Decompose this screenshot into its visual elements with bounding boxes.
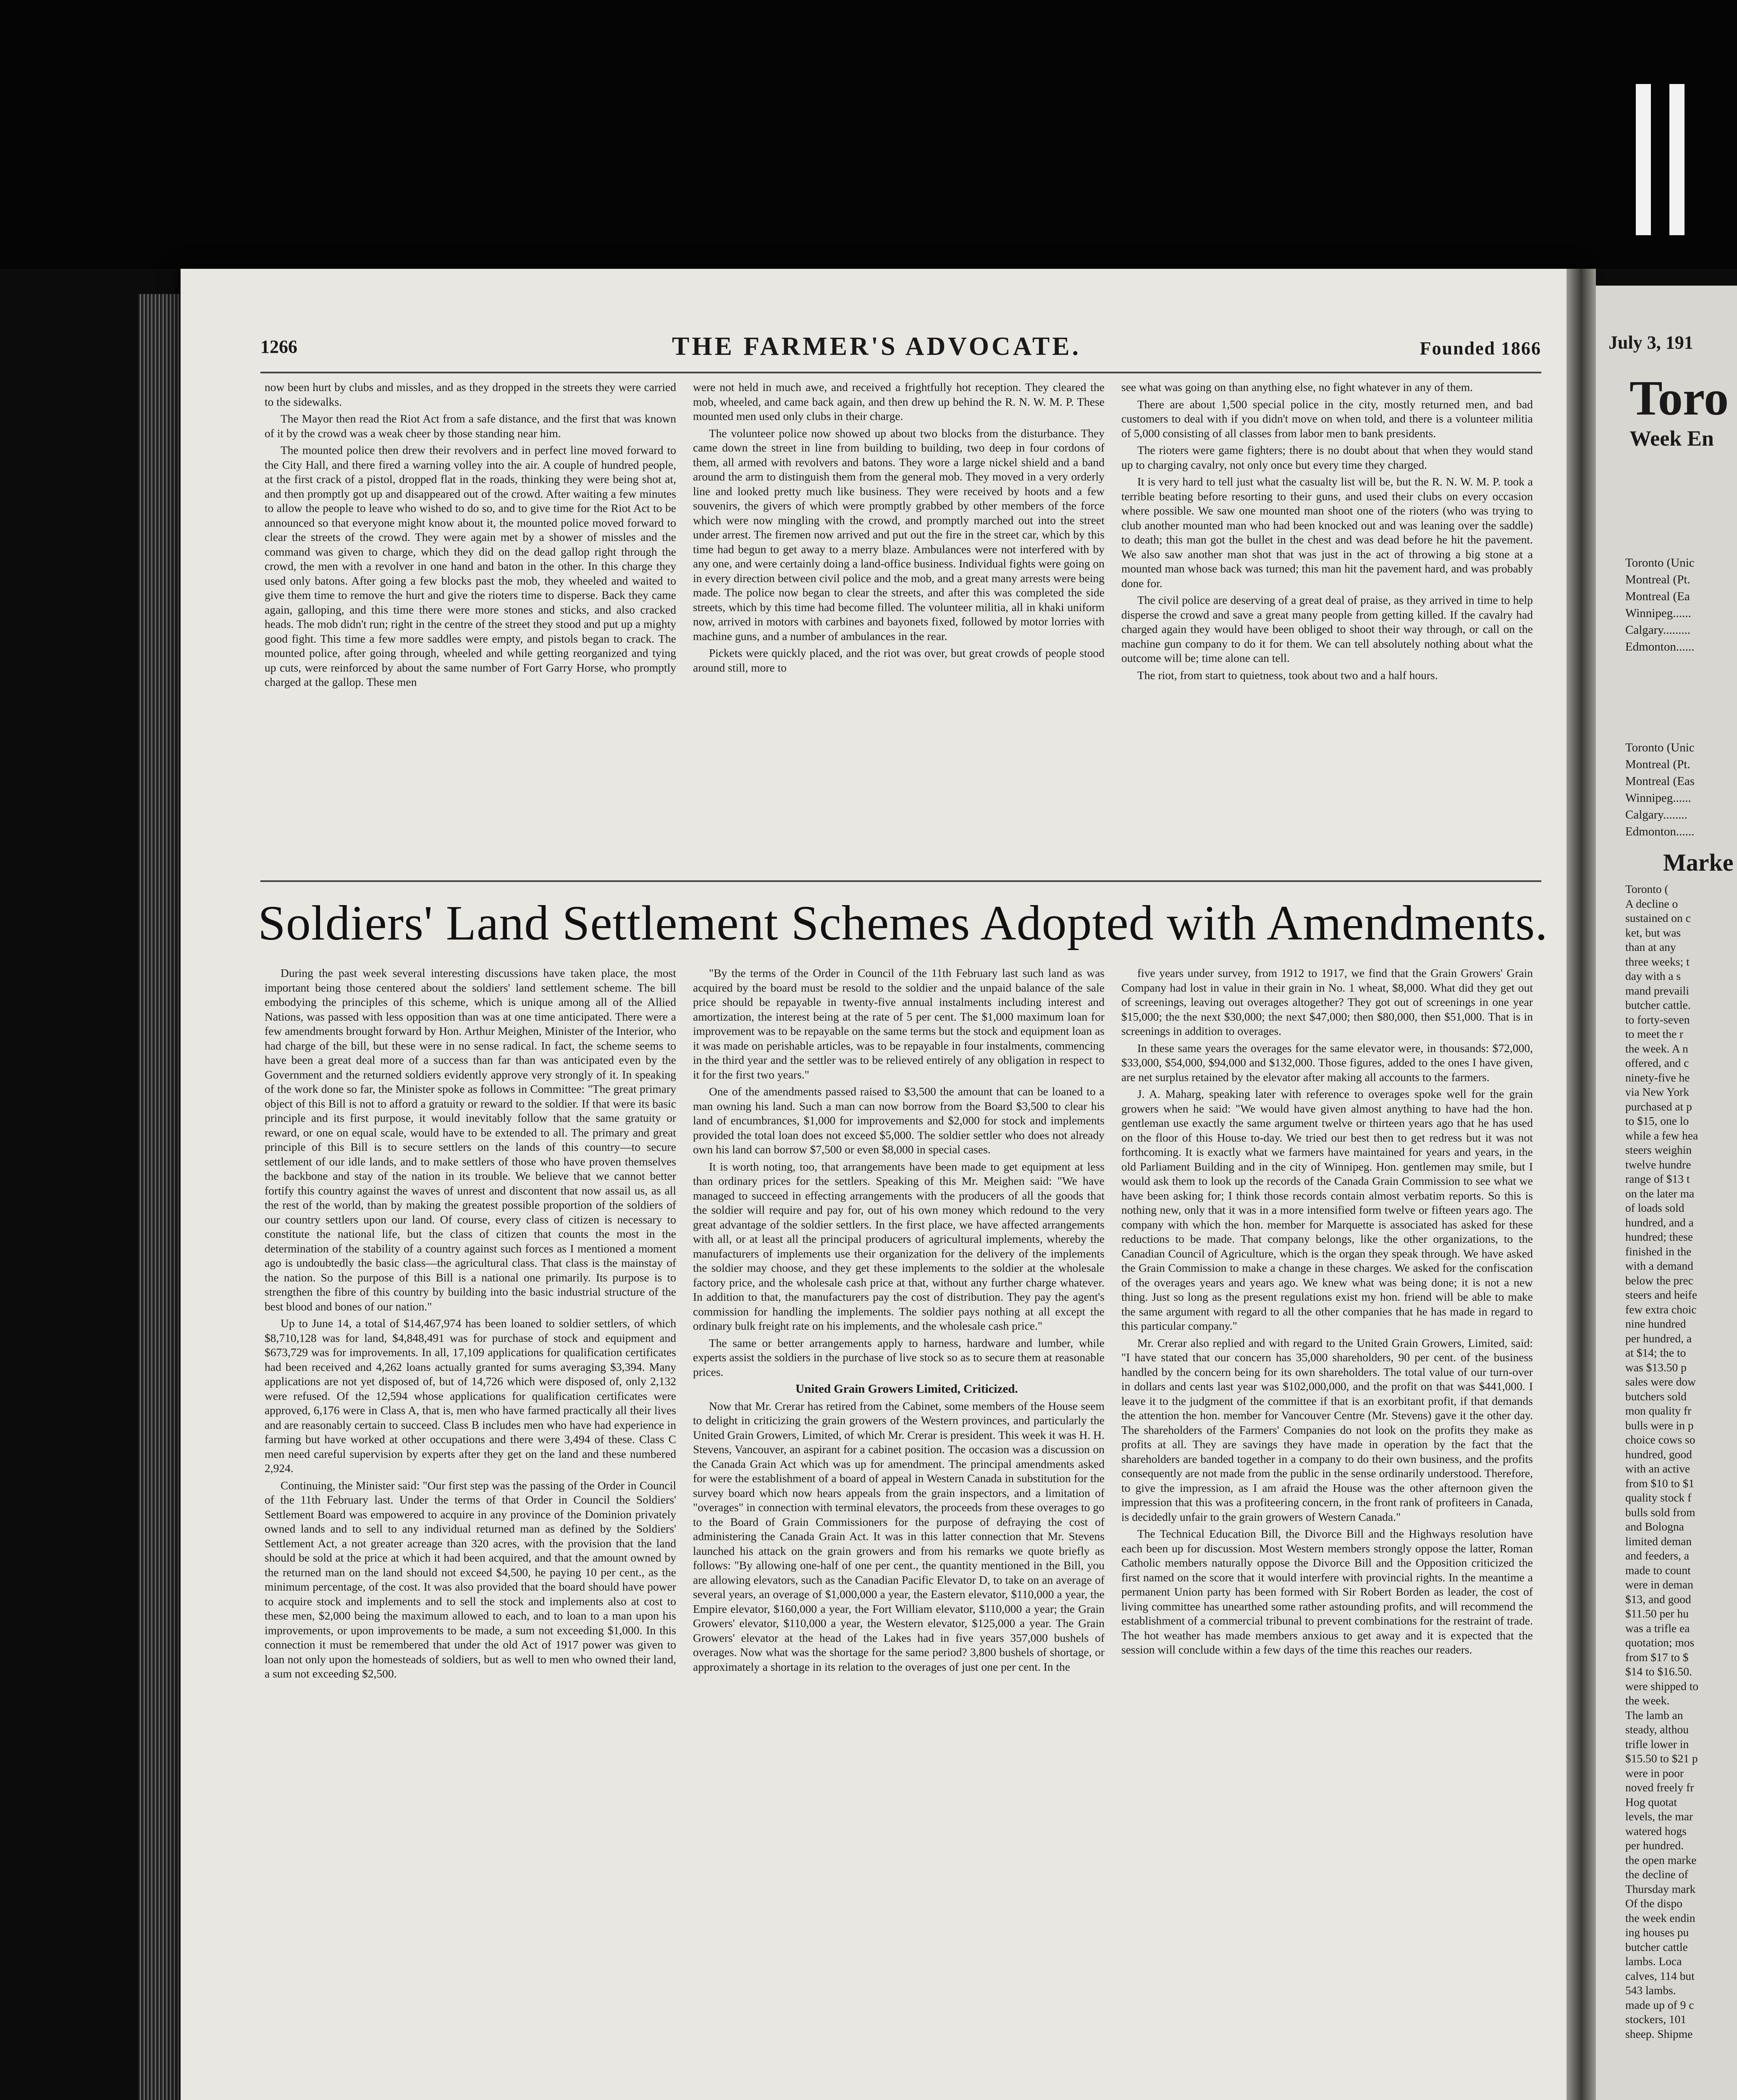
- market-line: lambs. Loca: [1625, 1955, 1682, 1968]
- list-item: Edmonton......: [1625, 825, 1695, 838]
- market-line: three weeks; t: [1625, 955, 1690, 968]
- paragraph: During the past week several interesting discussions have taken place, the most important being those centered about the soldiers' land settlement scheme. The bill embodying the principles of this scheme, which is unique among all of the Allied Nations, was passed with less opposition than was at one time anticipated. There were a few amendments brought forward by Hon. Arthur Meighen, Minister of the Interior, who had charge of the bill, but these were in no sense radical. In fact, the scheme seems to have been a great deal more of a success than far than was anticipated even by the Government and the returned soldiers evidently approve very strongly of it. In speaking of the work done so far, the Minister spoke as follows in Committee: "The great primary object of this Bill is not to afford a gratuity or reward to the soldier. If that were its basic principle and its first purpose, it would inevitably follow that the same gratuity or reward, or one on equal scale, would have to be extended to all. The primary and great principle of this Bill is to secure settlers on the lands of this country—to secure settlement of our idle lands, and to make settlers of those who have proven themselves the backbone and stay of the nation in its trouble. We believe that we cannot better fortify this country against the waves of unrest and discontent that now assail us, as all the rest of the world, than by making the greatest possible proportion of the soldiers of our country settlers upon our land. Of course, every class of citizen is necessary to constitute the national life, but the class of citizen that counts the most in the determination of the stability of a country against such forces as I mentioned a moment ago is undoubtedly the basic class—the agricultural class. That class is the mainstay of the nation. So the purpose of this Bill is a national one primarily. Its purpose is to strengthen the fibre of this country by building into the basic industrial structure of the best blood and bones of our nation.": [265, 966, 676, 1313]
- top-dark-area: [0, 0, 1737, 269]
- markets-heading: Marke: [1663, 849, 1734, 876]
- market-line: Of the dispo: [1625, 1897, 1682, 1910]
- market-line: 543 lambs.: [1625, 1984, 1676, 1997]
- paragraph: The same or better arrangements apply to harness, hardware and lumber, while experts assist the soldiers in the purchase of live stock so as to secure them at reasonable prices.: [693, 1336, 1105, 1378]
- list-item: Montreal (Pt.: [1625, 758, 1690, 771]
- market-line: from $10 to $1: [1625, 1476, 1695, 1490]
- paragraph: see what was going on than anything else, no fight whatever in any of them.: [1121, 381, 1473, 394]
- market-line: and feeders, a: [1625, 1549, 1689, 1562]
- market-line: sustained on c: [1625, 911, 1691, 924]
- paragraph: Pickets were quickly placed, and the riot was over, but great crowds of people stood around still, more to: [693, 646, 1105, 674]
- market-line: offered, and c: [1625, 1056, 1689, 1069]
- top-column-1: [265, 380, 676, 880]
- list-item: Montreal (Pt.: [1625, 573, 1690, 586]
- market-line: ket, but was: [1625, 926, 1681, 939]
- paragraph: It is worth noting, too, that arrangements have been made to get equipment at less than ordinary prices for the settlers. Speaking of this Mr. Meighen said: "We have managed to succeed in effecting arrangements with the producers of all the goods that the soldier will require and pay for, out of his own money which redound to the very great advantage of the soldier settlers. In the first place, we have affected arrangements with all, or at least all the principal producers of agricultural implements, whereby the manufacturers of implements use their organization for the delivery of the implements the soldier may choose, and they get these implements to the soldier at the wholesale factory price, and the wholesale cash price at that, without any further charge whatever. In addition to that, the manufacturers pay the cost of distribution. They pay the agent's commission for handling the implements. The soldier pays nothing at all except the ordinary bulk freight rate on his implements, and the wholesale cash price.": [693, 1160, 1105, 1332]
- book-gutter: [1566, 269, 1596, 2100]
- section-subheading: United Grain Growers Limited, Criticized.: [795, 1382, 1018, 1396]
- paragraph: were not held in much awe, and received a frightfully hot reception. They cleared the mob, wheeled, and came back again, and then drew up behind the R. N. W. M. P. These mounted men used only clubs in their charge.: [693, 381, 1105, 423]
- market-line: than at any: [1625, 940, 1676, 953]
- article-column-3: [1121, 966, 1533, 2100]
- paragraph: The riot, from start to quietness, took about two and a half hours.: [1137, 668, 1438, 682]
- market-line: via New York: [1625, 1085, 1690, 1098]
- market-line: butcher cattle: [1625, 1940, 1688, 1953]
- list-item: Toronto (Unic: [1625, 741, 1695, 754]
- top-column-3: [1121, 380, 1533, 880]
- list-item: Toronto (Unic: [1625, 556, 1695, 570]
- market-line: was a trifle ea: [1625, 1621, 1690, 1635]
- paragraph: J. A. Maharg, speaking later with reference to overages spoke well for the grain growers when he said: "We would have given almost anything to have had the hon. gentleman use exactly the same argument twelve or thirteen years ago that he has used on the floor of this House to-day. We tried our best then to get redress but it was not forthcoming. It is exactly what we farmers have maintained for years and years, in the old Parliament Building and in the city of Winnipeg. Hon. gentlemen may smile, but I would ask them to look up the records of the Canada Grain Commission to see what we have been asking for; I think those records contain almost verbatim reports. So this is nothing new, only that it was in a more intensified form twelve or fifteen years ago. The company with which the hon. member for Marquette is associated has asked for these reductions to be made. That company belongs, like the other organizations, to the Canadian Council of Agriculture, which is the organ they speak through. We have asked the Grain Commission to make a change in these charges. We asked for the confiscation of the overages years and years ago. We knew what was being done; it is not a new thing. Just so long as the present regulations exist my hon. friend will be able to make the same argument with regard to all the other companies that he has made in regard to this particular company.": [1121, 1087, 1533, 1332]
- film-mark-top-1: [1636, 84, 1651, 235]
- paragraph: Continuing, the Minister said: "Our first step was the passing of the Order in Council of the 11th February last. Under the terms of that Order in Council the Soldiers' Settlement Board was empowered to acquire in any province of the Dominion privately owned lands and to sell to any individual returned man as defined by the Soldiers' Settlement Act, a not greater acreage than 320 acres, with the provision that the land should be sold at the price at which it had been acquired, and that the amount owned by the returned man on the land should not exceed $4,500, he paying 10 per cent., as the minimum percentage, of the cost. It was also provided that the board should have power to acquire stock and implements and to sell the stock and implements also at cost to these men, $2,000 being the maximum allowed to each, and to loan to a man upon his improvements, or upon improvements to be made, a sum not exceeding $1,000. In this connection it must be remembered that under the old Act of 1917 power was given to loan not only upon the homesteads of soldiers, but as well to men who owned their land, a sum not exceeding $2,500.: [265, 1478, 676, 1680]
- market-line: below the prec: [1625, 1273, 1693, 1287]
- market-line: made up of 9 c: [1625, 1998, 1694, 2011]
- market-line: trifle lower in: [1625, 1737, 1689, 1751]
- market-line: steers and heife: [1625, 1288, 1698, 1301]
- market-line: at $14; the to: [1625, 1346, 1686, 1359]
- list-item: Montreal (Ea: [1625, 590, 1690, 603]
- market-line: steers weighin: [1625, 1143, 1692, 1156]
- market-line: quality stock f: [1625, 1491, 1692, 1504]
- market-line: hundred, and a: [1625, 1215, 1694, 1229]
- market-line: $14 to $16.50.: [1625, 1665, 1692, 1678]
- facing-page-date: July 3, 191: [1608, 332, 1693, 353]
- list-item: Calgary........: [1625, 808, 1687, 822]
- market-line: $15.50 to $21 p: [1625, 1752, 1698, 1765]
- page-header: [260, 332, 1541, 365]
- market-line: the decline of: [1625, 1868, 1688, 1881]
- market-line: twelve hundre: [1625, 1158, 1691, 1171]
- market-line: the open marke: [1625, 1853, 1697, 1866]
- paragraph: It is very hard to tell just what the casualty list will be, but the R. N. W. M. P. took a terrible beating before resorting to their guns, and used their clubs on every occasion where possible. We saw one mounted man shoot one of the rioters (who was trying to club another mounted man who had been knocked out and was leaning over the saddle) to death; this man got the bullet in the chest and was dead before he hit the pavement. We also saw another man shot that was just in the act of throwing a big stone at a mounted man whose back was turned; this man hit the pavement hard, and was probably done for.: [1121, 475, 1533, 590]
- list-item: Winnipeg......: [1625, 606, 1691, 620]
- paragraph: The rioters were game fighters; there is no doubt about that when they would stand up to charging cavalry, not only once but every time they charged.: [1121, 444, 1533, 471]
- market-line: ninety-five he: [1625, 1071, 1690, 1084]
- paragraph: now been hurt by clubs and missles, and as they dropped in the streets they were carried to the sidewalks.: [265, 381, 676, 408]
- list-item: Winnipeg......: [1625, 791, 1691, 805]
- market-line: per hundred.: [1625, 1839, 1684, 1852]
- paragraph: One of the amendments passed raised to $3,500 the amount that can be loaned to a man owning his land. Such a man can now borrow from the Board $3,500 to clear his land of encumbrances, $1,000 for improvements and $2,000 for stock and implements provided the total loan does not exceed $5,000. The soldier settler who does not already own his land can borrow $7,500 or even $8,000 in special cases.: [693, 1085, 1105, 1156]
- market-line: with a demand: [1625, 1259, 1693, 1272]
- market-line: hundred, good: [1625, 1447, 1692, 1461]
- market-line: were shipped to: [1625, 1679, 1699, 1693]
- market-line: watered hogs: [1625, 1824, 1687, 1838]
- list-item: Edmonton......: [1625, 640, 1695, 654]
- page-number: 1266: [260, 336, 297, 357]
- market-line: mon quality fr: [1625, 1404, 1692, 1417]
- publication-title: THE FARMER'S ADVOCATE.: [672, 332, 1081, 361]
- market-line: range of $13 t: [1625, 1172, 1690, 1185]
- headline-rule: [260, 880, 1541, 882]
- market-line: butcher cattle.: [1625, 998, 1691, 1011]
- paragraph: There are about 1,500 special police in the city, mostly returned men, and bad customers to deal with if you didn't move on when told, and there is a volunteer militia of 5,000 consisting of all classes from labor men to bank presidents.: [1121, 397, 1533, 440]
- market-line: sheep. Shipme: [1625, 2027, 1693, 2040]
- market-line: while a few hea: [1625, 1129, 1698, 1142]
- market-line: quotation; mos: [1625, 1636, 1695, 1649]
- market-line: the week. A n: [1625, 1042, 1688, 1055]
- market-list-a: [1625, 554, 1734, 655]
- market-line: mand prevaili: [1625, 984, 1689, 997]
- market-line: from $17 to $: [1625, 1650, 1689, 1664]
- paragraph: In these same years the overages for the same elevator were, in thousands: $72,000, $33,000, $54,000, $94,000 and $132,000. Those figures, added to the ones I have given, are net surplus retained by the elevator after making all accounts to the farmers.: [1121, 1041, 1533, 1084]
- market-line: and Bologna: [1625, 1520, 1684, 1533]
- market-line: per hundred, a: [1625, 1331, 1692, 1345]
- market-line: stockers, 101: [1625, 2013, 1687, 2026]
- market-line: the week.: [1625, 1694, 1670, 1707]
- market-line: few extra choic: [1625, 1302, 1697, 1316]
- facing-page-title: Toro: [1629, 370, 1729, 425]
- market-line: ing houses pu: [1625, 1926, 1689, 1939]
- market-line: day with a s: [1625, 969, 1681, 982]
- market-line: made to count: [1625, 1563, 1691, 1577]
- market-line: levels, the mar: [1625, 1810, 1693, 1823]
- market-line: Hog quotat: [1625, 1795, 1677, 1809]
- market-line: on the later ma: [1625, 1186, 1695, 1200]
- market-line: to forty-seven: [1625, 1013, 1690, 1026]
- founded-note: Founded 1866: [1420, 338, 1541, 359]
- market-line: choice cows so: [1625, 1433, 1695, 1446]
- paragraph: five years under survey, from 1912 to 1917, we find that the Grain Growers' Grain Company had lost in value in their grain in No. 1 wheat, $8,000. What did they get out of screenings, leaving out overages altogether? They got out of screenings in one year $15,000; the the next $30,000; the next $47,000; then $80,000, then $51,000. That is in screenings in addition to overages.: [1121, 966, 1533, 1037]
- market-line: calves, 114 but: [1625, 1969, 1695, 1982]
- paragraph: "By the terms of the Order in Council of the 11th February last such land as was acquired by the board must be resold to the soldier and the unpaid balance of the sale price should be repayable in twenty-five annual instalments including interest and amortization, the interest being at the rate of 5 per cent. The $1,000 maximum loan for improvement was to be repayable on the same terms but the stock and equipment loan as it was made on perishable articles, was to be repayable in four instalments, commencing in the third year and the settler was to be relieved entirely of any obligation in respect to it for the first two years.": [693, 966, 1105, 1081]
- market-line: the week endin: [1625, 1911, 1695, 1924]
- market-line: were in deman: [1625, 1578, 1693, 1591]
- market-line: bulls sold from: [1625, 1505, 1695, 1519]
- list-item: Montreal (Eas: [1625, 774, 1695, 788]
- film-mark-top-2: [1669, 84, 1685, 235]
- market-line: steady, althou: [1625, 1723, 1689, 1736]
- market-line: with an active: [1625, 1462, 1690, 1475]
- market-line: $13, and good: [1625, 1592, 1691, 1606]
- market-line: Thursday mark: [1625, 1882, 1696, 1895]
- paragraph: Mr. Crerar also replied and with regard to the United Grain Growers, Limited, said: "I have stated that our concern has 35,000 shareholders, 90 per cent. of the business handled by the concern being for its own shareholders. The total value of our turn-over in dollars and cents last year was $102,000,000, and the profit on that was $441,000. I leave it to the judgment of the committee if that is an exorbitant profit, if that demands the attention the hon. member for Vancouver Centre (Mr. Stevens) gave it the other day. The shareholders of the Farmers' Companies do not look on the profits they make as profits at all. They are savings they have made in operation by the fact that the shareholders are banded together in a company to do their own business, and the profits consequently are not made from the public in the sense ordinarily understood. Therefore, to give the impression, as I am afraid the House was the other afternoon given the impression that this was a profiteering concern, in the front rank of profiteers in Canada, is decidedly unfair to the grain growers of Western Canada.": [1121, 1336, 1533, 1523]
- market-line: purchased at p: [1625, 1100, 1692, 1113]
- paragraph: Now that Mr. Crerar has retired from the Cabinet, some members of the House seem to delight in criticizing the grain growers of the Western provinces, and particularly the United Grain Growers, Limited, of which Mr. Crerar is president. This week it was H. H. Stevens, Vancouver, an aspirant for a cabinet position. The occasion was a discussion on the Canada Grain Act which was up for amendment. The principal amendments asked for were the establishment of a board of appeal in Western Canada in substitution for the survey board which now hears appeals from the grain inspectors, and a limitation of "overages" in connection with terminal elevators, the proceeds from these overages to go to the Board of Grain Commissioners for the purpose of defraying the cost of administering the Canada Grain Act. It was in this latter connection that Mr. Stevens launched his attack on the grain growers and from his remarks we quote briefly as follows: "By allowing one-half of one per cent., the quantity mentioned in the Bill, you are allowing elevators, such as the Canadian Pacific Elevator D, to take on an average of several years, an overage of $1,000,000 a year, the Eastern elevator, $110,000 a year, the Empire elevator, $160,000 a year, the Fort William elevator, $110,000 a year; the Grain Growers' elevator, $110,000 a year, the Western elevator, $125,000 a year. The Grain Growers' elevator at the head of the Lakes had in five years 357,000 bushels of overages. Now what was the shortage for the same period? 3,800 bushels of shortage, or approximately a shortage in its relation to the overages of just one per cent. In the: [693, 1399, 1105, 1673]
- list-item: Calgary.........: [1625, 623, 1691, 637]
- market-line: to $15, one lo: [1625, 1114, 1689, 1127]
- paragraph: The mounted police then drew their revolvers and in perfect line moved forward to the City Hall, and there fired a warning volley into the air. A couple of hundred people, at the first crack of a pistol, dropped flat in the roads, thinking they were being shot at, and then promptly got up and disappeared out of the crowd. After waiting a few minutes to allow the people to leave who wished to do so, and to give time for the Riot Act to be announced so that everyone might know about it, the mounted police moved forward to clear the streets of the crowd. They were again met by a shower of missles and the command was given to charge, which they did on the dead gallop right through the crowd, the men with a revolver in one hand and baton in the other. In this charge they used only batons. After going a few blocks past the mob, they wheeled and waited to give them time to remove the hurt and give the rioters time to disperse. Back they came again, galloping, and this time there were more stones and sticks, and also cracked heads. The mob didn't run; right in the centre of the street they stood and put up a mighty good fight. This time a few more saddles were empty, and pistols began to crack. The mounted police, after going through, wheeled and while getting reorganized and tying up cuts, were reinforced by about the same number of Fort Garry Horse, who promptly charged at the gallop. These men: [265, 444, 676, 688]
- top-column-2: [693, 380, 1105, 880]
- market-line: to meet the r: [1625, 1027, 1684, 1040]
- market-list-b: [1625, 739, 1734, 840]
- market-line: butchers sold: [1625, 1389, 1687, 1403]
- market-line: $11.50 per hu: [1625, 1607, 1689, 1620]
- market-line: sales were dow: [1625, 1375, 1696, 1388]
- market-line: were in poor: [1625, 1766, 1684, 1780]
- paragraph: The civil police are deserving of a great deal of praise, as they arrived in time to help disperse the crowd and save a great many people from getting killed. If the cavalry had charged again they would have been obliged to shoot their way through, or call on the machine gun company to do it for them. We can tell absolutely nothing about what the outcome will be; time alone can tell.: [1121, 593, 1533, 664]
- paragraph: The Mayor then read the Riot Act from a safe distance, and the first that was known of it by the crowd was a weak cheer by those standing near him.: [265, 412, 676, 440]
- market-line: of loads sold: [1625, 1201, 1685, 1214]
- market-line: bulls were in p: [1625, 1418, 1694, 1432]
- article-headline: Soldiers' Land Settlement Schemes Adopted with Amendments.: [258, 895, 1548, 950]
- paragraph: Up to June 14, a total of $14,467,974 has been loaned to soldier settlers, of which $8,710,128 was for land, $4,848,491 was for purchase of stock and equipment and $673,729 was for improvements. In all, 17,109 applications for qualification certificates had been received and 4,262 loans actually granted for sums averaging $3,394. Many applications are not yet disposed of, but of 14,726 which were disposed of, only 2,132 were refused. Of the 12,594 whose applications for qualification certificates were approved, 6,176 were in Class A, that is, men who have farmed practically all their lives and are reasonably certain to succeed. Class B includes men who have had experience in farming but have worked at other occupations and there were 3,494 of these. Class C men need careful supervision by experts after they get on the land and these numbered 2,924.: [265, 1317, 676, 1475]
- market-line: Toronto (: [1625, 882, 1669, 895]
- market-line: finished in the: [1625, 1244, 1692, 1258]
- market-line: hundred; these: [1625, 1230, 1693, 1243]
- paragraph: The volunteer police now showed up about two blocks from the disturbance. They came down the street in line from building to building, two deep in four cordons of them, all armed with revolvers and batons. They wore a large nickel shield and a band around the arm to distinguish them from the general mob. They moved in a very orderly line and looked pretty much like business. They were received by hoots and a few souvenirs, the givers of which were promptly grabbed by other members of the force which were now mingling with the crowd, and promptly marched out into the street under arrest. The firemen now arrived and put out the fire in the street car, which by this time had begun to get away to a merry blaze. Ambulances were not interfered with by any one, and were certainly doing a land-office business. Individual fights were going on in every direction between civil police and the mob, and a great many arrests were being made. The police now began to clear the streets, and after this was completed the side streets, which by this time had become filled. The volunteer militia, all in khaki uniform now, arrived in motors with carbines and bayonets fixed, followed by motor lorries with machine guns, and a number of ambulances in the rear.: [693, 426, 1105, 643]
- market-line: The lamb an: [1625, 1708, 1683, 1722]
- paragraph: The Technical Education Bill, the Divorce Bill and the Highways resolution have each been up for discussion. Most Western members strongly oppose the latter, Roman Catholic members naturally oppose the Divorce Bill and the Opposition criticized the first named on the score that it would interfere with provincial rights. In the meantime a permanent Union party has been formed with Sir Robert Borden as leader, the cost of living committee has unearthed some rather astounding profits, and will recommend the establishment of a commercial tribunal to prevent combinations for the restraint of trade. The hot weather has made members anxious to get away and it is expected that the session will conclude within a few days of the time this reaches our readers.: [1121, 1527, 1533, 1656]
- article-column-1: [265, 966, 676, 2100]
- market-line: nine hundred: [1625, 1317, 1686, 1330]
- market-line: A decline o: [1625, 897, 1678, 910]
- market-line: was $13.50 p: [1625, 1360, 1687, 1374]
- facing-page-subtitle: Week En: [1629, 427, 1714, 451]
- market-line: noved freely fr: [1625, 1781, 1694, 1794]
- markets-column: [1625, 882, 1734, 2041]
- article-column-2: [693, 966, 1105, 2100]
- header-rule: [260, 372, 1541, 373]
- market-line: limited deman: [1625, 1534, 1692, 1548]
